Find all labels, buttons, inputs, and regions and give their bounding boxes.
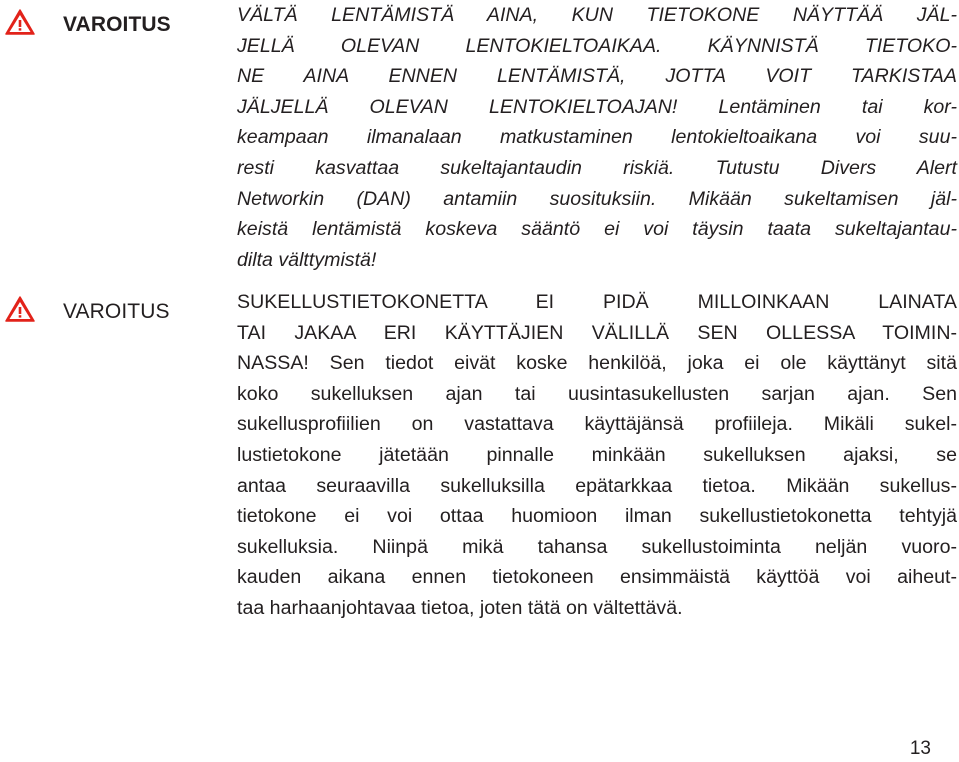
page-number: 13 — [909, 738, 931, 759]
warning-label: VAROITUS — [63, 300, 170, 323]
text-line: resti kasvattaa sukeltajantaudin riskiä. Tutustu Divers Alert — [237, 156, 957, 179]
text-line: tietokone ei voi ottaa huomioon ilman sukellustietokonetta tehtyjä — [237, 505, 957, 528]
text-line: dilta välttymistä! — [237, 248, 377, 271]
text-line: taa harhaanjohtavaa tietoa, joten tätä on vältettävä. — [237, 596, 683, 619]
warning-text-sharing — [237, 287, 957, 624]
text-line: keampaan ilmanalaan matkustaminen lentokieltoaikana voi suu- — [237, 126, 957, 149]
text-line: TAI JAKAA ERI KÄYTTÄJIEN VÄLILLÄ SEN OLLESSA TOIMIN- — [237, 321, 957, 344]
warning-text-flight — [237, 0, 957, 275]
text-line: kauden aikana ennen tietokoneen ensimmäistä käyttöä voi aiheut- — [237, 566, 957, 589]
warning-triangle-icon — [5, 9, 35, 35]
text-line: JELLÄ OLEVAN LENTOKIELTOAIKAA. KÄYNNISTÄ TIETOKO- — [237, 34, 957, 57]
text-line: koko sukelluksen ajan tai uusintasukellusten sarjan ajan. Sen — [237, 382, 957, 405]
text-line: NE AINA ENNEN LENTÄMISTÄ, JOTTA VOIT TARKISTAA — [237, 65, 957, 88]
warning-label: VAROITUS — [63, 13, 171, 36]
text-line: lustietokone jätetään pinnalle minkään sukelluksen ajaksi, se — [237, 443, 957, 466]
warning-triangle-icon — [5, 296, 35, 322]
text-line: Networkin (DAN) antamiin suosituksiin. Mikään sukeltamisen jäl- — [237, 187, 957, 210]
text-line: keistä lentämistä koskeva sääntö ei voi täysin taata sukeltajantau- — [237, 218, 957, 241]
text-line: sukellusprofiilien on vastattava käyttäjänsä profiileja. Mikäli sukel- — [237, 413, 957, 436]
text-line: sukelluksia. Niinpä mikä tahansa sukellustoiminta neljän vuoro- — [237, 535, 957, 558]
text-line: SUKELLUSTIETOKONETTA EI PIDÄ MILLOINKAAN LAINATA — [237, 291, 957, 313]
text-line: VÄLTÄ LENTÄMISTÄ AINA, KUN TIETOKONE NÄYTTÄÄ JÄL- — [237, 4, 957, 26]
text-line: JÄLJELLÄ OLEVAN LENTOKIELTOAJAN! Lentäminen tai kor- — [237, 95, 957, 118]
text-line: antaa seuraavilla sukelluksilla epätarkkaa tietoa. Mikään sukellus- — [237, 474, 957, 497]
text-line: NASSA! Sen tiedot eivät koske henkilöä, joka ei ole käyttänyt sitä — [237, 352, 957, 375]
